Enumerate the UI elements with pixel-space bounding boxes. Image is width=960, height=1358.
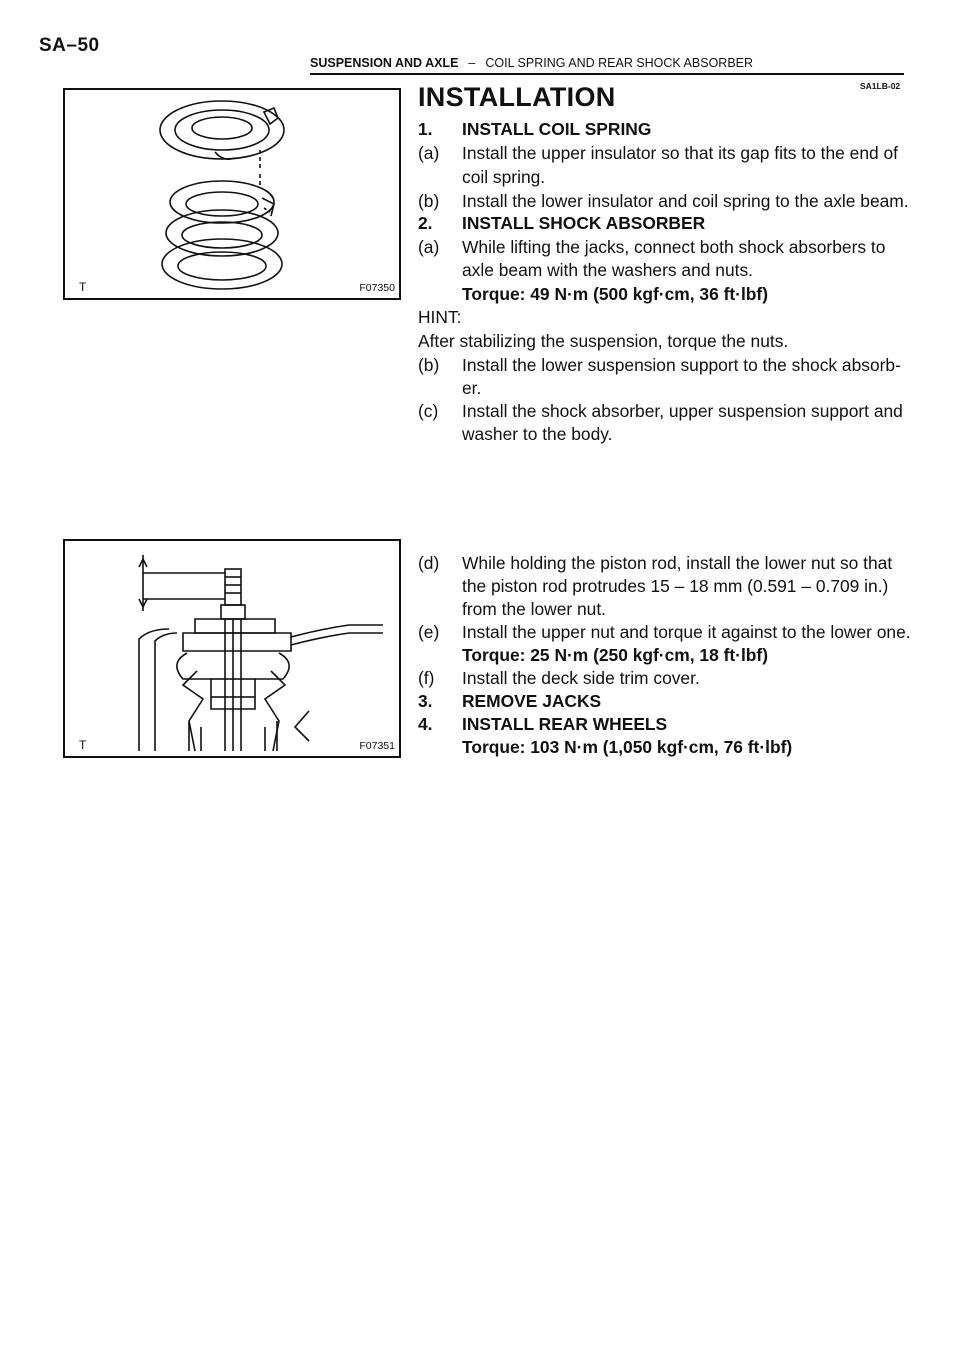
substep-text: Install the shock absorber, upper suspension support and <box>462 401 903 421</box>
substep-label: (f) <box>418 668 435 688</box>
hint-label: HINT: <box>418 307 462 327</box>
figure-1-t-mark: T <box>79 280 87 294</box>
shock-absorber-figure <box>63 539 401 758</box>
substep-text: Install the lower suspension support to the shock absorb- <box>462 355 901 375</box>
step-number: 1. <box>418 119 433 139</box>
hint-text: After stabilizing the suspension, torque the nuts. <box>418 331 789 351</box>
header-subsection: COIL SPRING AND REAR SHOCK ABSORBER <box>485 56 754 70</box>
figure-1-code: F07350 <box>359 282 395 294</box>
step-text: INSTALL SHOCK ABSORBER <box>462 213 706 233</box>
substep-text: Install the upper insulator so that its gap fits to the end of <box>462 143 898 163</box>
step-2b-continued: er. <box>462 378 482 398</box>
step-2a-continued: axle beam with the washers and nuts. <box>462 260 753 280</box>
step-number: 2. <box>418 213 433 233</box>
torque-spec-3: Torque: 103 N·m (1,050 kgf·cm, 76 ft·lbf) <box>462 737 793 757</box>
section-title: INSTALLATION <box>418 82 616 112</box>
substep-label: (e) <box>418 622 440 642</box>
page-number: SA–50 <box>39 35 100 56</box>
step-2d-continued: the piston rod protrudes 15 – 18 mm (0.591 – 0.709 in.) <box>462 576 889 596</box>
step-text: REMOVE JACKS <box>462 691 602 711</box>
figure-2-t-mark: T <box>79 738 87 752</box>
step-text: INSTALL COIL SPRING <box>462 119 652 139</box>
substep-label: (a) <box>418 143 440 163</box>
coil-spring-illustration <box>65 90 399 298</box>
header-section: SUSPENSION AND AXLE <box>310 56 459 70</box>
shock-absorber-illustration <box>65 541 399 756</box>
document-code: SA1LB-02 <box>860 81 901 91</box>
step-number: 4. <box>418 714 433 734</box>
coil-spring-figure <box>63 88 401 300</box>
step-number: 3. <box>418 691 433 711</box>
step-1a-continued: coil spring. <box>462 167 546 187</box>
substep-text: While holding the piston rod, install the lower nut so that <box>462 553 893 573</box>
substep-label: (a) <box>418 237 440 257</box>
torque-spec-2: Torque: 25 N·m (250 kgf·cm, 18 ft·lbf) <box>462 645 768 665</box>
substep-text: Install the deck side trim cover. <box>462 668 700 688</box>
header-dash: – <box>468 56 476 70</box>
running-header <box>310 56 753 70</box>
substep-text: Install the upper nut and torque it against to the lower one. <box>462 622 911 642</box>
header-rule <box>310 73 904 75</box>
substep-label: (b) <box>418 355 440 375</box>
substep-label: (c) <box>418 401 439 421</box>
step-2d-continued-2: from the lower nut. <box>462 599 607 619</box>
substep-label: (d) <box>418 553 440 573</box>
substep-text: While lifting the jacks, connect both shock absorbers to <box>462 237 886 257</box>
substep-text: Install the lower insulator and coil spring to the axle beam. <box>462 191 909 211</box>
step-2c-continued: washer to the body. <box>462 424 613 444</box>
torque-spec-1: Torque: 49 N·m (500 kgf·cm, 36 ft·lbf) <box>462 284 768 304</box>
step-text: INSTALL REAR WHEELS <box>462 714 668 734</box>
figure-2-code: F07351 <box>359 740 395 752</box>
substep-label: (b) <box>418 191 440 211</box>
